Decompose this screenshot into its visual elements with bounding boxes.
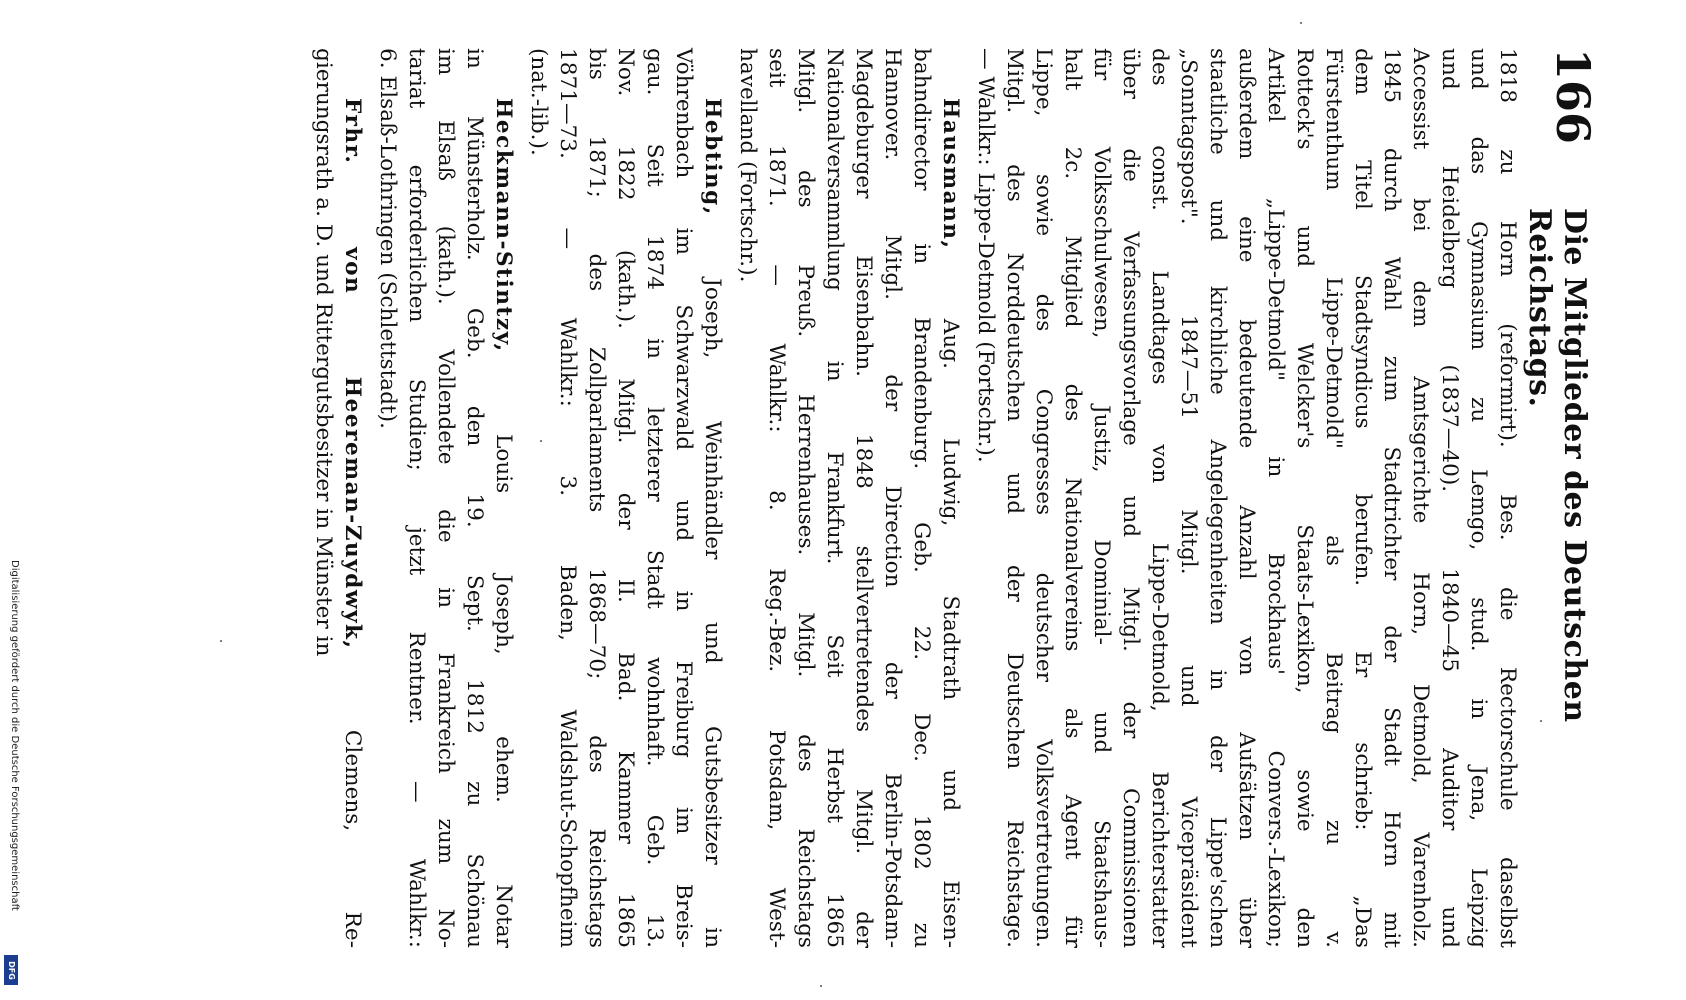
text-line: Frhr. von Heereman-Zuydwyk, Clemens, Re- <box>340 98 365 948</box>
page-header <box>1522 48 1600 928</box>
text-line: Nationalversammlung in Frankfurt. Seit Herbst 1865 <box>822 48 847 948</box>
digitization-note-text: Digitalisierung gefördert durch die Deutsche Forschungsgemeinschaft <box>9 560 20 911</box>
text-line: 6. Elsaß-Lothringen (Schlettstadt). <box>375 48 400 429</box>
text-line: Artikel „Lippe-Detmold" in Brockhaus' Convers.-Lexikon; <box>1263 48 1288 948</box>
dfg-logo-icon <box>4 955 18 985</box>
text-line: Hausmann, Aug. Ludwig, Stadtrath und Eisen- <box>938 98 963 948</box>
text-line: Mitgl. des Norddeutschen und der Deutschen Reichstage. <box>1002 48 1027 948</box>
text-line: 1871—73. — Wahlkr.: 3. Baden, Waldshut-Schopfheim <box>555 48 580 948</box>
scan-speck <box>1540 720 1542 722</box>
text-line: halt 2c. Mitglied des Nationalvereins als Agent für <box>1060 48 1085 948</box>
text-line: bis 1871; des Zollparlaments 1868—70; des Reichstags <box>584 48 609 948</box>
text-line: „Sonntagspost". 1847—51 Mitgl. und Vicepräsident <box>1176 48 1201 948</box>
text-line: havelland (Fortschr.). <box>735 48 760 283</box>
text-line: und das Gymnasium zu Lemgo, stud. in Jena, Leipzig <box>1466 48 1491 948</box>
text-line: tariat erforderlichen Studien; jetzt Rentner. — Wahlkr.: <box>404 48 429 948</box>
scan-speck <box>1300 22 1302 24</box>
text-line: über die Verfassungsvorlage und Mitgl. der Commissionen <box>1118 48 1143 948</box>
member-name: Heckmann-Stintzy, <box>491 98 516 353</box>
biography-entry <box>373 48 518 948</box>
text-line: in Münsterholz. Geb. den 19. Sept. 1812 zu Schönau <box>462 48 487 948</box>
text-line: Lippe, sowie des Congresses deutscher Volksvertretungen. <box>1031 48 1056 948</box>
text-line: Mitgl. des Preuß. Herrenhauses. Mitgl. des Reichstags <box>793 48 818 948</box>
text-line: staatliche und kirchliche Angelegenheiten in der Lippe'schen <box>1205 48 1230 948</box>
biography-entry <box>971 48 1522 948</box>
page-number: 166 <box>1546 48 1600 145</box>
text-line: für Volksschulwesen, Justiz, Dominial- und Staatshaus- <box>1089 48 1114 948</box>
scanned-page <box>80 0 1640 1000</box>
text-line: bahndirector in Brandenburg. Geb. 22. Dec. 1802 zu <box>909 48 934 948</box>
text-line: 1845 durch Wahl zum Stadtrichter der Stadt Horn mit <box>1379 48 1404 948</box>
scan-speck <box>540 440 542 442</box>
text-line: Hebting, Joseph, Weinhändler und Gutsbesitzer in <box>700 98 725 948</box>
text-line: im Elsaß (kath.). Vollendete die in Frankreich zum No- <box>433 48 458 948</box>
body-text <box>303 48 1522 948</box>
member-name: Hausmann, <box>938 98 963 250</box>
member-name: Frhr. von Heereman-Zuydwyk, <box>340 98 365 650</box>
text-line: dem Titel Stadtsyndicus berufen. Er schrieb: „Das <box>1350 48 1375 948</box>
scan-speck <box>820 985 822 987</box>
scan-speck <box>220 640 222 642</box>
biography-entry <box>309 48 367 948</box>
text-line: Accessist bei dem Amtsgerichte Horn, Detmold, Varenholz. <box>1408 48 1433 948</box>
text-line: Magdeburger Eisenbahn. 1848 stellvertretendes Mitgl. der <box>851 48 876 948</box>
text-line: Nov. 1822 (kath.). Mitgl. der II. Bad. Kammer 1865 <box>613 48 638 948</box>
biography-entry <box>524 48 727 948</box>
text-line: und Heidelberg (1837—40). 1840—45 Auditor und <box>1437 48 1462 948</box>
dfg-logo-text: DFG <box>6 960 16 980</box>
text-line: gierungsrath a. D. und Rittergutsbesitzer in Münster in <box>311 48 336 657</box>
text-line: seit 1871. — Wahlkr.: 8. Reg.-Bez. Potsdam, West- <box>764 48 789 948</box>
text-line: (nat.-lib.). <box>526 48 551 156</box>
text-line: Hannover. Mitgl. der Direction der Berlin-Potsdam- <box>880 48 905 948</box>
digitization-note <box>4 560 28 1000</box>
text-line: Vöhrenbach im Schwarzwald und in Freiburg im Breis- <box>671 48 696 948</box>
text-line: gau. Seit 1874 in letzterer Stadt wohnhaft. Geb. 13. <box>642 48 667 948</box>
member-name: Hebting, <box>700 98 725 216</box>
text-line: Rotteck's und Welcker's Staats-Lexikon, sowie den <box>1292 48 1317 948</box>
running-title: Die Mitglieder des Deutschen Reichstags. <box>1522 208 1592 723</box>
text-line: — Wahlkr.: Lippe-Detmold (Fortschr.). <box>973 48 998 463</box>
biography-entry <box>733 48 965 948</box>
text-line: außerdem eine bedeutende Anzahl von Aufsätzen über <box>1234 48 1259 948</box>
text-line: Heckmann-Stintzy, Louis Joseph, ehem. Notar <box>491 98 516 948</box>
text-line: des const. Landtages von Lippe-Detmold, Berichterstatter <box>1147 48 1172 948</box>
text-line: Fürstenthum Lippe-Detmold" als Beitrag zu v. <box>1321 48 1346 948</box>
text-line: 1818 zu Horn (reformirt). Bes. die Rectorschule daselbst <box>1495 48 1520 948</box>
